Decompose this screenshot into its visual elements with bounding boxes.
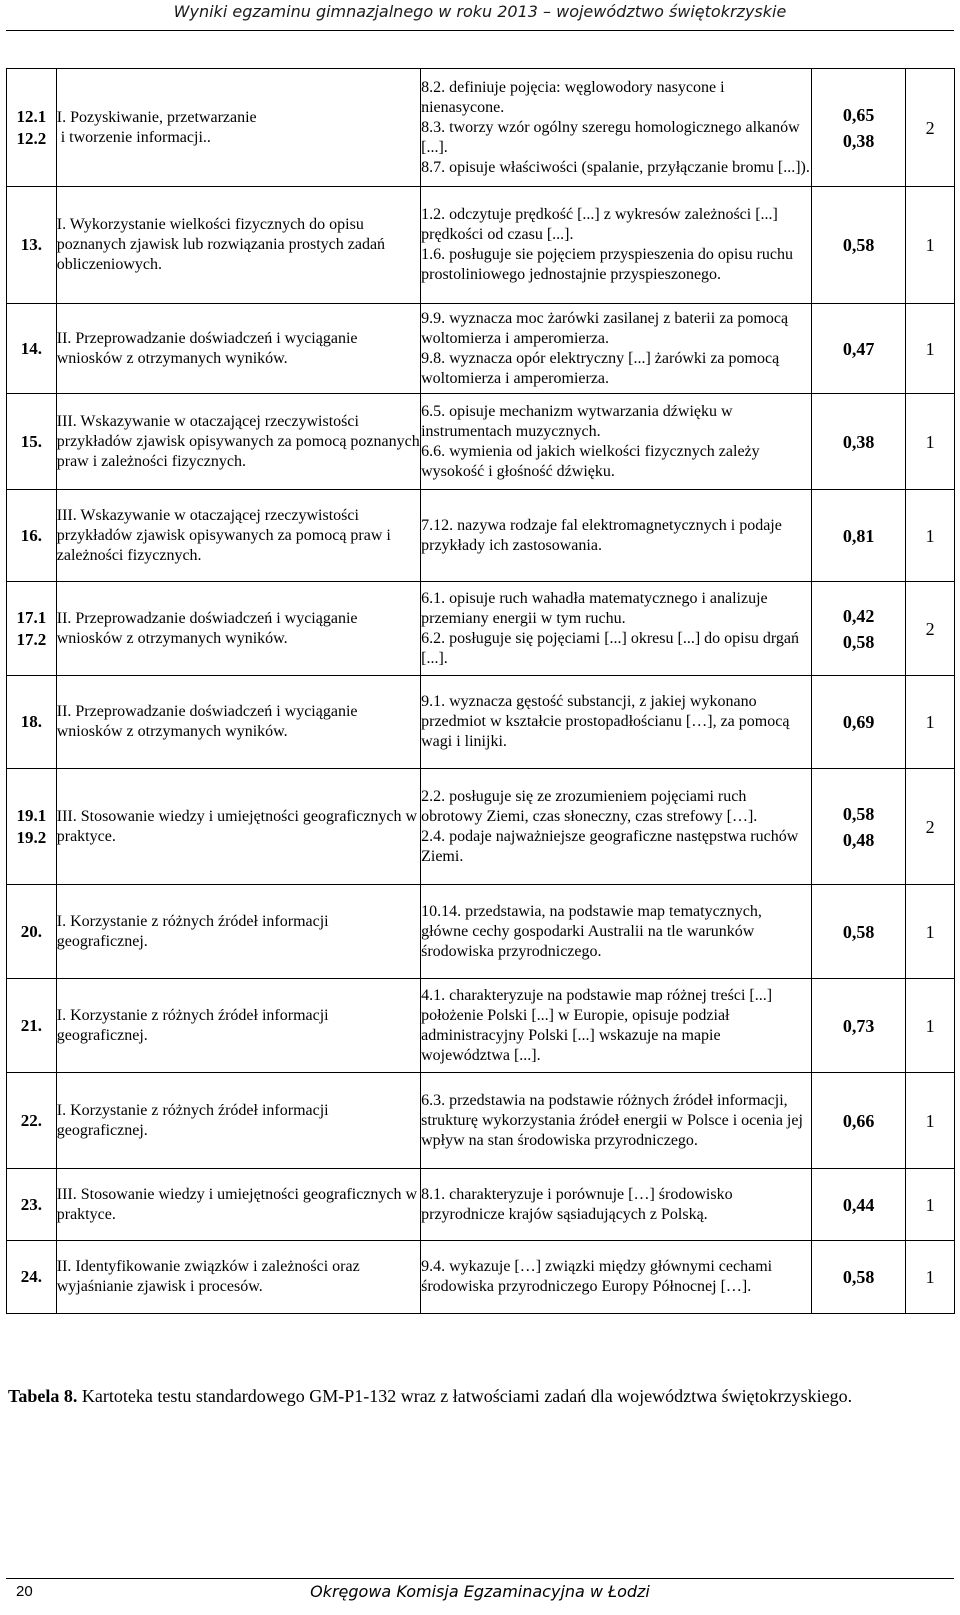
detailed-requirement-cell bbox=[421, 582, 812, 676]
table-row bbox=[7, 885, 955, 979]
task-number-cell bbox=[7, 885, 57, 979]
max-points-cell bbox=[906, 304, 955, 394]
task-number: 12.2 bbox=[16, 128, 47, 148]
task-number-cell bbox=[7, 676, 57, 769]
max-points-cell bbox=[906, 69, 955, 187]
general-requirement-cell bbox=[56, 187, 420, 304]
difficulty-index-cell bbox=[811, 582, 905, 676]
table-row bbox=[7, 394, 955, 490]
detailed-requirement: 4.1. charakteryzuje na podstawie map różnej treści [...] położenie Polski [...] w Europie, opisuje podział administracyjny Polski [...] wskazuje na mapie województwa [...]. bbox=[421, 986, 773, 1064]
max-points-cell bbox=[906, 490, 955, 582]
task-number-cell bbox=[7, 69, 57, 187]
table-caption bbox=[8, 1384, 956, 1408]
general-requirement: III. Wskazywanie w otaczającej rzeczywistości przykładów zjawisk opisywanych za pomocą poznanych praw i zależności fizycznych. bbox=[56, 412, 420, 470]
table-row bbox=[7, 490, 955, 582]
task-number-cell bbox=[7, 394, 57, 490]
max-points-cell bbox=[906, 582, 955, 676]
detailed-requirement: 9.8. wyznacza opór elektryczny [...] żarówki za pomocą woltomierza i amperomierza. bbox=[421, 349, 780, 387]
detailed-requirement-cell bbox=[421, 979, 812, 1073]
task-number: 12.1 bbox=[16, 106, 47, 126]
general-requirement-cell bbox=[56, 979, 420, 1073]
max-points: 1 bbox=[925, 235, 935, 255]
detailed-requirement-cell bbox=[421, 885, 812, 979]
difficulty-index-cell bbox=[811, 490, 905, 582]
task-number: 20. bbox=[20, 921, 42, 941]
detailed-requirement: 8.3. tworzy wzór ogólny szeregu homologicznego alkanów [...]. bbox=[421, 118, 800, 156]
detailed-requirement-cell bbox=[421, 394, 812, 490]
detailed-requirement: 6.5. opisuje mechanizm wytwarzania dźwięku w instrumentach muzycznych. bbox=[421, 402, 733, 440]
difficulty-index: 0,58 bbox=[842, 803, 875, 824]
difficulty-index: 0,58 bbox=[842, 921, 875, 942]
detailed-requirement-cell bbox=[421, 69, 812, 187]
difficulty-index: 0,65 bbox=[842, 104, 875, 125]
detailed-requirement: 1.6. posługuje sie pojęciem przyspieszenia do opisu ruchu prostoliniowego jednostajnie przyspieszonego. bbox=[421, 246, 794, 283]
max-points-cell bbox=[906, 885, 955, 979]
difficulty-index: 0,66 bbox=[842, 1110, 875, 1131]
max-points-cell bbox=[906, 1073, 955, 1169]
max-points-cell bbox=[906, 769, 955, 885]
general-requirement: II. Przeprowadzanie doświadczeń i wyciąganie wniosków z otrzymanych wyników. bbox=[56, 329, 358, 367]
task-number: 22. bbox=[20, 1110, 42, 1130]
difficulty-index: 0,58 bbox=[842, 1267, 875, 1287]
difficulty-index: 0,58 bbox=[842, 631, 875, 652]
max-points: 1 bbox=[925, 1194, 935, 1215]
detailed-requirement: 2.4. podaje najważniejsze geograficzne następstwa ruchów Ziemi. bbox=[421, 827, 799, 865]
task-number-cell bbox=[7, 769, 57, 885]
table-row bbox=[7, 1241, 955, 1314]
task-number-cell bbox=[7, 490, 57, 582]
difficulty-index: 0,73 bbox=[842, 1015, 875, 1036]
general-requirement: I. Pozyskiwanie, przetwarzanie bbox=[56, 108, 257, 126]
table-row bbox=[7, 582, 955, 676]
task-number: 19.1 bbox=[16, 805, 47, 825]
max-points: 1 bbox=[925, 338, 935, 359]
table-row bbox=[7, 979, 955, 1073]
kartoteka-table bbox=[6, 68, 955, 1314]
detailed-requirement: 6.1. opisuje ruch wahadła matematycznego i analizuje przemiany energii w tym ruchu. bbox=[421, 589, 768, 627]
task-number: 17.1 bbox=[16, 607, 47, 627]
general-requirement: I. Korzystanie z różnych źródeł informacji geograficznej. bbox=[56, 912, 329, 950]
general-requirement-cell bbox=[56, 582, 420, 676]
general-requirement: II. Przeprowadzanie doświadczeń i wyciąganie wniosków z otrzymanych wyników. bbox=[56, 703, 358, 740]
difficulty-index-cell bbox=[811, 394, 905, 490]
max-points: 2 bbox=[925, 117, 935, 138]
max-points-cell bbox=[906, 1169, 955, 1241]
table-row bbox=[7, 69, 955, 187]
task-number: 14. bbox=[20, 338, 42, 358]
detailed-requirement-cell bbox=[421, 769, 812, 885]
difficulty-index-cell bbox=[811, 676, 905, 769]
difficulty-index: 0,38 bbox=[842, 130, 875, 151]
max-points-cell bbox=[906, 187, 955, 304]
difficulty-index: 0,69 bbox=[842, 712, 875, 732]
detailed-requirement: 6.2. posługuje się pojęciami [...] okresu [...] do opisu drgań [...]. bbox=[421, 629, 799, 667]
task-number-cell bbox=[7, 304, 57, 394]
max-points: 1 bbox=[925, 1267, 935, 1287]
task-number: 19.2 bbox=[16, 827, 47, 847]
difficulty-index-cell bbox=[811, 304, 905, 394]
task-number: 16. bbox=[20, 525, 42, 545]
task-number: 15. bbox=[20, 431, 42, 451]
page-number: 20 bbox=[16, 1583, 33, 1600]
table-row bbox=[7, 1169, 955, 1241]
difficulty-index-cell bbox=[811, 1241, 905, 1314]
difficulty-index: 0,81 bbox=[842, 525, 875, 546]
page-header: Wyniki egzaminu gimnazjalnego w roku 2013 – województwo świętokrzyskie bbox=[173, 2, 787, 21]
max-points: 2 bbox=[925, 816, 935, 837]
difficulty-index: 0,47 bbox=[842, 338, 875, 359]
header-rule bbox=[6, 30, 954, 31]
general-requirement: II. Przeprowadzanie doświadczeń i wyciąganie wniosków z otrzymanych wyników. bbox=[56, 609, 358, 647]
general-requirement: III. Stosowanie wiedzy i umiejętności geograficznych w praktyce. bbox=[56, 807, 418, 845]
detailed-requirement: 9.1. wyznacza gęstość substancji, z jakiej wykonano przedmiot w kształcie prostopadłościanu […], za pomocą wagi i linijki. bbox=[421, 693, 790, 750]
max-points: 1 bbox=[925, 921, 935, 942]
difficulty-index-cell bbox=[811, 69, 905, 187]
max-points: 2 bbox=[925, 618, 935, 639]
difficulty-index-cell bbox=[811, 979, 905, 1073]
general-requirement: I. Korzystanie z różnych źródeł informacji geograficznej. bbox=[56, 1006, 329, 1044]
table-row bbox=[7, 1073, 955, 1169]
general-requirement: III. Stosowanie wiedzy i umiejętności geograficznych w praktyce. bbox=[56, 1185, 418, 1223]
footer-organization: Okręgowa Komisja Egzaminacyjna w Łodzi bbox=[310, 1582, 650, 1601]
general-requirement-cell bbox=[56, 304, 420, 394]
detailed-requirement-cell bbox=[421, 1169, 812, 1241]
detailed-requirement-cell bbox=[421, 304, 812, 394]
max-points: 1 bbox=[925, 525, 935, 546]
difficulty-index-cell bbox=[811, 187, 905, 304]
difficulty-index: 0,38 bbox=[842, 431, 875, 452]
general-requirement-cell bbox=[56, 1073, 420, 1169]
detailed-requirement: 10.14. przedstawia, na podstawie map tematycznych, główne cechy gospodarki Australii na tle warunków środowiska przyrodniczego. bbox=[421, 902, 762, 960]
max-points: 1 bbox=[925, 1015, 935, 1036]
detailed-requirement-cell bbox=[421, 187, 812, 304]
kartoteka-table-body bbox=[7, 69, 955, 1314]
detailed-requirement: 9.4. wykazuje […] związki między głównymi cechami środowiska przyrodniczego Europy Północnej […]. bbox=[421, 1258, 773, 1295]
detailed-requirement: 2.2. posługuje się ze zrozumieniem pojęciami ruch obrotowy Ziemi, czas słoneczny, czas strefowy […]. bbox=[421, 787, 758, 825]
task-number-cell bbox=[7, 582, 57, 676]
max-points: 1 bbox=[925, 712, 935, 732]
difficulty-index-cell bbox=[811, 1169, 905, 1241]
table-row bbox=[7, 676, 955, 769]
table-row bbox=[7, 769, 955, 885]
difficulty-index: 0,44 bbox=[842, 1194, 875, 1215]
table-row bbox=[7, 304, 955, 394]
general-requirement-cell bbox=[56, 769, 420, 885]
task-number: 17.2 bbox=[16, 629, 47, 649]
task-number-cell bbox=[7, 979, 57, 1073]
general-requirement-cell bbox=[56, 1169, 420, 1241]
detailed-requirement-cell bbox=[421, 1241, 812, 1314]
max-points: 1 bbox=[925, 431, 935, 452]
difficulty-index: 0,42 bbox=[842, 605, 875, 626]
general-requirement-cell bbox=[56, 69, 420, 187]
difficulty-index-cell bbox=[811, 885, 905, 979]
detailed-requirement: 7.12. nazywa rodzaje fal elektromagnetycznych i podaje przykłady ich zastosowania. bbox=[421, 516, 782, 554]
detailed-requirement: 8.2. definiuje pojęcia: węglowodory nasycone i nienasycone. bbox=[421, 78, 725, 116]
general-requirement-cell bbox=[56, 490, 420, 582]
detailed-requirement-cell bbox=[421, 676, 812, 769]
detailed-requirement-cell bbox=[421, 490, 812, 582]
difficulty-index: 0,48 bbox=[842, 829, 875, 850]
max-points-cell bbox=[906, 979, 955, 1073]
detailed-requirement: 6.3. przedstawia na podstawie różnych źródeł informacji, strukturę wykorzystania źródeł energii w Polsce i ocenia jej wpływ na stan środowiska przyrodniczego. bbox=[421, 1091, 803, 1149]
detailed-requirement: 1.2. odczytuje prędkość [...] z wykresów zależności [...] prędkości od czasu [...]. bbox=[421, 206, 778, 243]
task-number: 23. bbox=[20, 1194, 42, 1214]
detailed-requirement: 8.7. opisuje właściwości (spalanie, przyłączanie bromu [...]). bbox=[421, 158, 810, 176]
footer-rule bbox=[6, 1578, 954, 1579]
task-number: 13. bbox=[20, 235, 42, 254]
general-requirement-cell bbox=[56, 394, 420, 490]
general-requirement: i tworzenie informacji.. bbox=[60, 128, 211, 146]
general-requirement-cell bbox=[56, 885, 420, 979]
general-requirement-cell bbox=[56, 676, 420, 769]
task-number: 21. bbox=[20, 1015, 42, 1035]
general-requirement: I. Korzystanie z różnych źródeł informacji geograficznej. bbox=[56, 1101, 329, 1139]
detailed-requirement: 8.1. charakteryzuje i porównuje […] środowisko przyrodnicze krajów sąsiadujących z Polską. bbox=[421, 1185, 733, 1223]
max-points-cell bbox=[906, 676, 955, 769]
table-row bbox=[7, 187, 955, 304]
difficulty-index: 0,58 bbox=[842, 235, 875, 255]
task-number-cell bbox=[7, 187, 57, 304]
general-requirement: I. Wykorzystanie wielkości fizycznych do opisu poznanych zjawisk lub rozwiązania prostych zadań obliczeniowych. bbox=[56, 216, 386, 273]
max-points: 1 bbox=[925, 1110, 935, 1131]
general-requirement: II. Identyfikowanie związków i zależności oraz wyjaśnianie zjawisk i procesów. bbox=[56, 1258, 360, 1295]
general-requirement-cell bbox=[56, 1241, 420, 1314]
task-number: 24. bbox=[20, 1267, 42, 1286]
general-requirement: III. Wskazywanie w otaczającej rzeczywistości przykładów zjawisk opisywanych za pomocą praw i zależności fizycznych. bbox=[56, 506, 391, 564]
difficulty-index-cell bbox=[811, 1073, 905, 1169]
detailed-requirement: 6.6. wymienia od jakich wielkości fizycznych zależy wysokość i głośność dźwięku. bbox=[421, 442, 760, 480]
max-points-cell bbox=[906, 394, 955, 490]
caption-label: Tabela 8. bbox=[8, 1386, 78, 1406]
task-number-cell bbox=[7, 1169, 57, 1241]
task-number-cell bbox=[7, 1073, 57, 1169]
caption-text: Kartoteka testu standardowego GM-P1-132 wraz z łatwościami zadań dla województwa świętokrzyskiego. bbox=[77, 1386, 853, 1406]
detailed-requirement-cell bbox=[421, 1073, 812, 1169]
task-number: 18. bbox=[20, 712, 42, 731]
max-points-cell bbox=[906, 1241, 955, 1314]
detailed-requirement: 9.9. wyznacza moc żarówki zasilanej z baterii za pomocą woltomierza i amperomierza. bbox=[421, 309, 789, 347]
task-number-cell bbox=[7, 1241, 57, 1314]
difficulty-index-cell bbox=[811, 769, 905, 885]
